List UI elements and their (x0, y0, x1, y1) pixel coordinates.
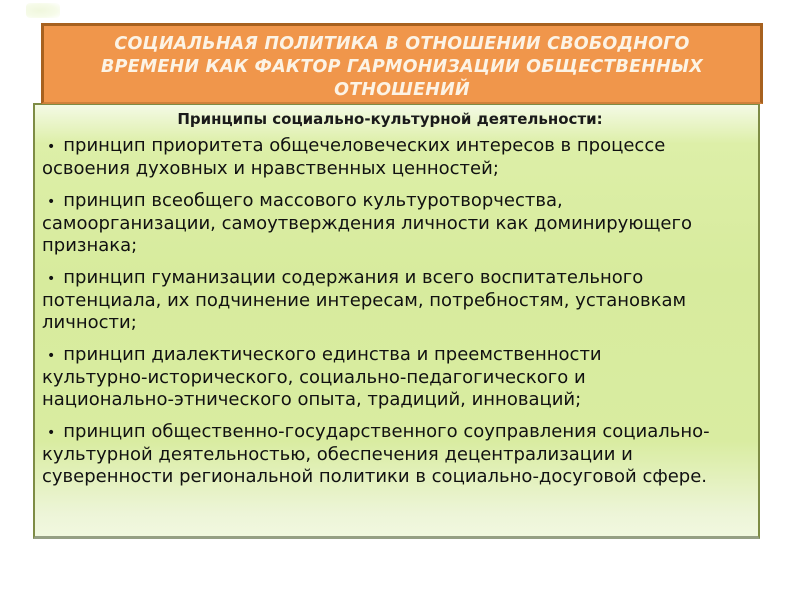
content-heading: Принципы социально-культурной деятельности: (177, 110, 603, 128)
list-item: • принцип приоритета общечеловеческих интересов в процессе освоения духовных и нравственных ценностей; (42, 135, 710, 180)
content-box (33, 103, 760, 539)
slide-title-line-2: ВРЕМЕНИ КАК ФАКТОР ГАРМОНИЗАЦИИ ОБЩЕСТВЕННЫХ (101, 57, 703, 77)
list-item: • принцип всеобщего массового культуротворчества, самоорганизации, самоутверждения личности как доминирующего признака; (42, 190, 710, 257)
list-item: • принцип диалектического единства и преемственности культурно-исторического, социально-педагогического и национально-этнического опыта, традиций, инноваций; (42, 344, 710, 411)
slide-title-line-1: СОЦИАЛЬНАЯ ПОЛИТИКА В ОТНОШЕНИИ СВОБОДНОГО (114, 34, 690, 54)
principles-list (42, 135, 710, 488)
title-banner (41, 23, 763, 104)
decorative-corner-shape (26, 3, 60, 18)
list-item: • принцип гуманизации содержания и всего воспитательного потенциала, их подчинение интересам, потребностям, установкам личности; (42, 267, 710, 334)
list-item: • принцип общественно-государственного соуправления социально-культурной деятельностью, обеспечения децентрализации и суверенности региональной политики в социально-досуговой сфере. (42, 421, 710, 488)
slide-title-line-3: ОТНОШЕНИЙ (334, 80, 470, 100)
